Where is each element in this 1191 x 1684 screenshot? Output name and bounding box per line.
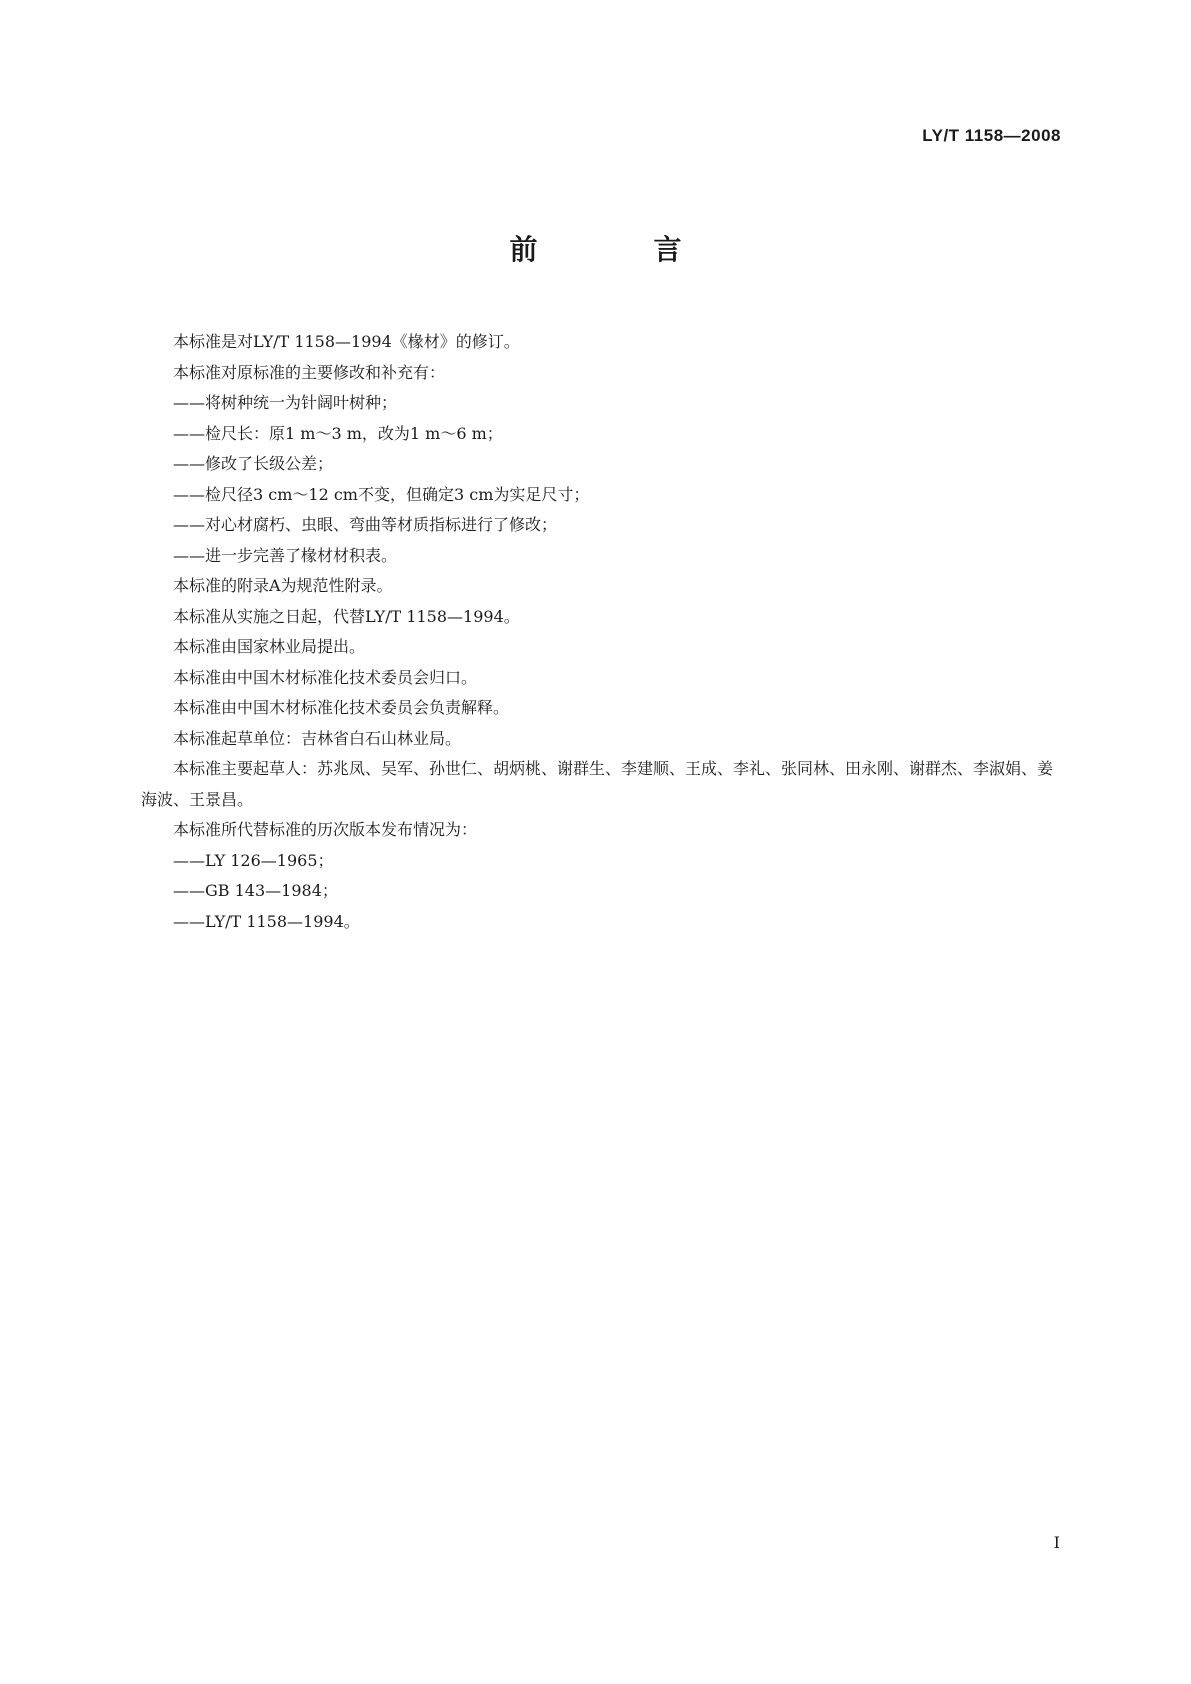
history-item: ——GB 143—1984； (173, 881, 338, 900)
change-item: ——检尺径3 cm～12 cm不变，但确定3 cm为实足尺寸； (173, 484, 590, 504)
page-number: I (1053, 1533, 1060, 1552)
history-item: ——LY/T 1158—1994。 (173, 911, 360, 931)
paragraph-proposed-by: 本标准由国家林业局提出。 (173, 637, 366, 656)
paragraph-interpreted-by: 本标准由中国木材标准化技术委员会负责解释。 (173, 698, 510, 717)
paragraph-changes-intro: 本标准对原标准的主要修改和补充有： (173, 362, 446, 382)
page-title: 前 言 (509, 233, 726, 266)
change-item: ——进一步完善了椽材材积表。 (173, 545, 398, 565)
history-item: ——LY 126—1965； (173, 850, 334, 870)
foreword-body (141, 327, 1061, 937)
change-item: ——将树种统一为针阔叶树种； (173, 393, 398, 412)
change-item: ——对心材腐朽、虫眼、弯曲等材质指标进行了修改； (173, 515, 558, 534)
paragraph-revision: 本标准是对LY/T 1158—1994《椽材》的修订。 (173, 332, 520, 351)
standard-code: LY/T 1158—2008 (922, 126, 1061, 145)
paragraph-appendix: 本标准的附录A为规范性附录。 (173, 576, 393, 595)
paragraph-history-intro: 本标准所代替标准的历次版本发布情况为： (173, 820, 478, 839)
change-item: ——修改了长级公差； (173, 454, 334, 473)
paragraph-drafters: 本标准主要起草人：苏兆凤、吴军、孙世仁、胡炳桃、谢群生、李建顺、王成、李礼、张同林、田永刚、谢群杰、李淑娟、姜海波、王景昌。 (141, 759, 1054, 809)
paragraph-replaces: 本标准从实施之日起，代替LY/T 1158—1994。 (173, 606, 520, 626)
change-item: ——检尺长：原1 m～3 m，改为1 m～6 m； (173, 423, 503, 443)
paragraph-centralized-by: 本标准由中国木材标准化技术委员会归口。 (173, 667, 478, 687)
paragraph-drafting-unit: 本标准起草单位：吉林省白石山林业局。 (173, 728, 462, 748)
